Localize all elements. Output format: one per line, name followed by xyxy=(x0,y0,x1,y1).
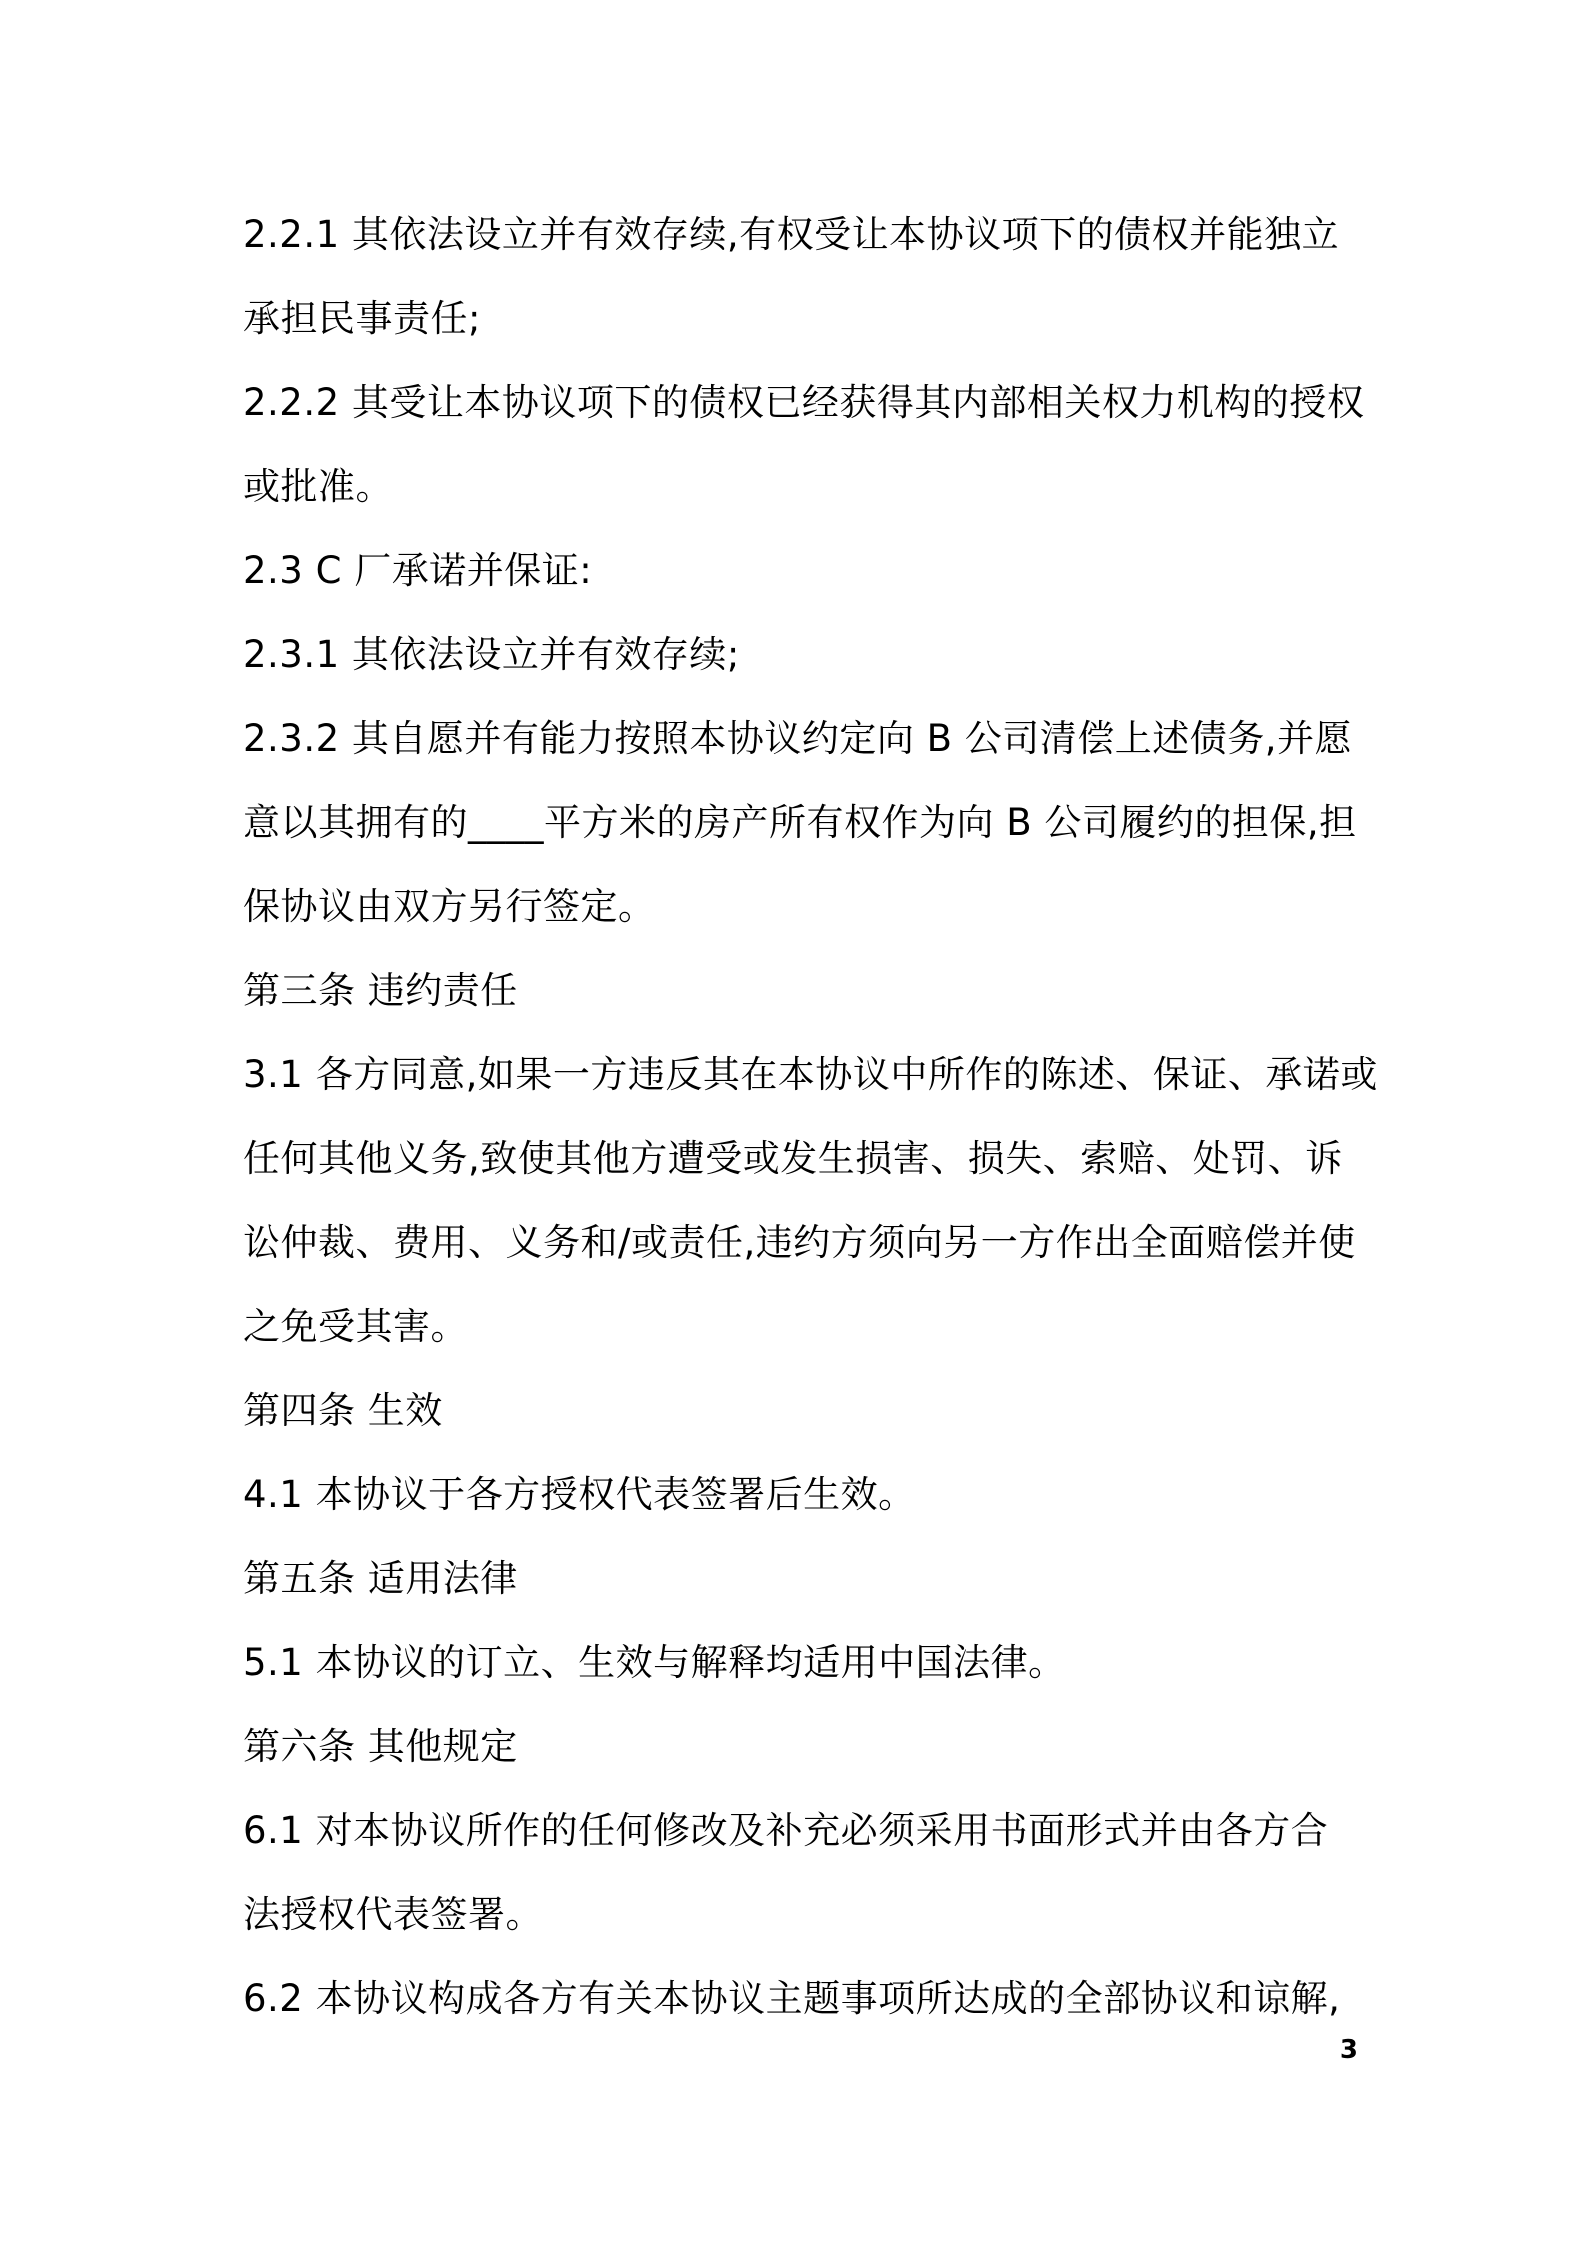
text-line: 5.1 本协议的订立、生效与解释均适用中国法律。 xyxy=(243,1641,1066,1684)
article-heading: 第六条 其他规定 xyxy=(243,1725,518,1768)
text-line: 意以其拥有的____平方米的房产所有权作为向 B 公司履约的担保,担 xyxy=(243,801,1357,844)
text-line: 任何其他义务,致使其他方遭受或发生损害、损失、索赔、处罚、诉 xyxy=(243,1137,1343,1180)
text-line: 之免受其害。 xyxy=(243,1305,468,1348)
text-line: 法授权代表签署。 xyxy=(243,1893,543,1936)
text-line: 3.1 各方同意,如果一方违反其在本协议中所作的陈述、保证、承诺或 xyxy=(243,1053,1378,1096)
text-line: 2.3.2 其自愿并有能力按照本协议约定向 B 公司清偿上述债务,并愿 xyxy=(243,717,1353,760)
text-line: 6.1 对本协议所作的任何修改及补充必须采用书面形式并由各方合 xyxy=(243,1809,1329,1852)
text-line: 6.2 本协议构成各方有关本协议主题事项所达成的全部协议和谅解, xyxy=(243,1977,1341,2020)
text-line: 2.3.1 其依法设立并有效存续; xyxy=(243,633,740,676)
text-line: 承担民事责任; xyxy=(243,297,481,340)
article-heading: 第三条 违约责任 xyxy=(243,969,518,1012)
article-heading: 第五条 适用法律 xyxy=(243,1557,518,1600)
article-heading: 第四条 生效 xyxy=(243,1389,443,1432)
text-line: 或批准。 xyxy=(243,465,393,508)
text-line: 讼仲裁、费用、义务和/或责任,违约方须向另一方作出全面赔偿并使 xyxy=(243,1221,1356,1264)
text-line: 保协议由双方另行签定。 xyxy=(243,885,656,928)
document-body xyxy=(243,193,1378,2041)
clause-heading-line: 2.3 C 厂承诺并保证: xyxy=(243,549,593,592)
text-line: 2.2.1 其依法设立并有效存续,有权受让本协议项下的债权并能独立 xyxy=(243,213,1340,256)
page-number: 3 xyxy=(1339,2035,1358,2065)
text-line: 2.2.2 其受让本协议项下的债权已经获得其内部相关权力机构的授权 xyxy=(243,381,1365,424)
text-line: 4.1 本协议于各方授权代表签署后生效。 xyxy=(243,1473,916,1516)
